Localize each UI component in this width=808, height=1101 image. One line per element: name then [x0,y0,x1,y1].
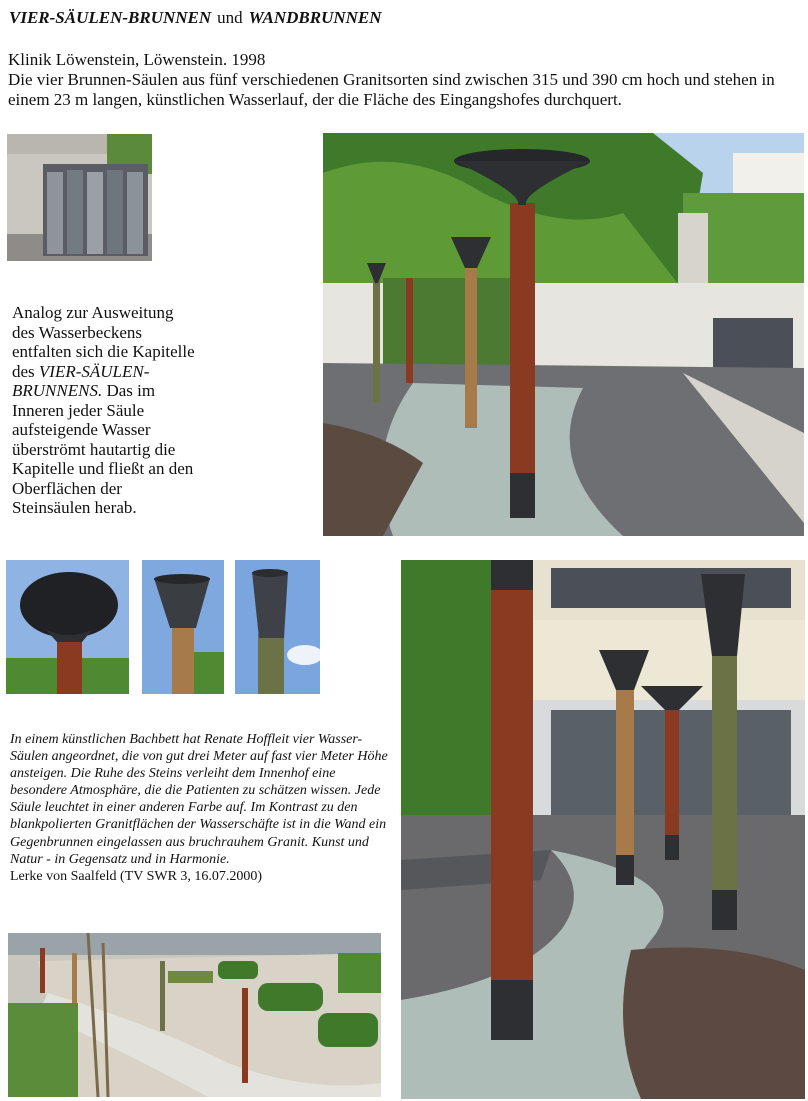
photo-hof-gebaeude [401,560,805,1099]
photo-kapitell-gruen [235,560,320,694]
quote-block [10,731,390,885]
analog-text-start: Analog zur Ausweitung des Wasserbeckens entfalten sich die Kapitelle des [12,303,195,381]
page-title [9,8,382,28]
photo-kapitell-rot [6,560,129,694]
analog-text-end: Das im Inneren jeder Säule aufsteigende Wasser überströmt hautartig die Kapitelle und fließt an den Oberflächen der Steinsäulen herab. [12,381,194,517]
title-vier-saeulen-brunnen: VIER-SÄULEN-BRUNNEN [9,8,212,27]
quote-text: In einem künstlichen Bachbett hat Renate Hoffleit vier Wasser-Säulen angeordnet, die von gut drei Meter auf fast vier Meter Höhe ansteigen. Die Ruhe des Steins verleiht dem Innenhof eine besondere Atmosphäre, die die Patienten zu schätzen wissen. Jede Säule leuchtet in einer anderen Farbe auf. Im Kontrast zu den blankpolierten Granitflächen der Wasserschäfte ist in die Wand ein Gegenbrunnen eingelassen aus bruchrauhem Granit. Kunst und Natur - in Gegensatz und in Harmonie. [10,732,388,867]
photo-hof-uebersicht [323,133,804,536]
quote-source: Lerke von Saalfeld (TV SWR 3, 16.07.2000) [10,868,263,884]
photo-luftansicht [8,933,381,1097]
photo-kapitell-ocker [142,560,224,694]
photo-wandbrunnen [7,134,152,261]
title-wandbrunnen: WANDBRUNNEN [248,8,382,27]
title-und: und [217,8,243,27]
description-paragraph: Die vier Brunnen-Säulen aus fünf verschiedenen Granitsorten sind zwischen 315 und 390 cm hoch und stehen in einem 23 m langen, künstlichen Wasserlauf, der die Fläche des Eingangshofes durchquert. [8,70,775,109]
analog-text [12,303,197,518]
analog-text-emphasis: VIER-SÄULEN-BRUNNENS. [12,361,150,400]
location-line: Klinik Löwenstein, Löwenstein. 1998 [8,50,266,69]
